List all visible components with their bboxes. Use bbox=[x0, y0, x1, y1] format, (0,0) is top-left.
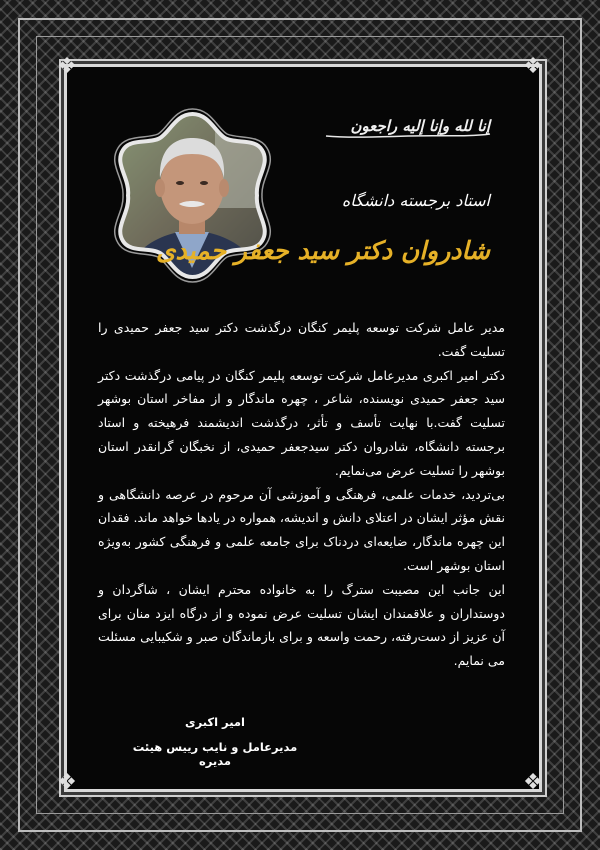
message-paragraph: مدیر عامل شرکت توسعه پلیمر کنگان درگذشت دکتر سید جعفر حمیدی را تسلیت گفت. bbox=[98, 320, 505, 359]
corner-ornament-icon: ❖ bbox=[57, 54, 77, 79]
message-paragraph: این جانب این مصیبت سترگ را به خانواده محترم ایشان ، شاگردان و دوستداران و علاقمندان ایشان تسلیت عرض نموده و از درگاه ایزد منان برای آن عزیز از دست‌رفته، رحمت واسعه و برای بازماندگان صبر و شکیبایی مسئلت می نمایم. bbox=[98, 581, 505, 669]
message-paragraph: بی‌تردید، خدمات علمی، فرهنگی و آموزشی آن مرحوم در عرصه دانشگاهی و نقش مؤثر ایشان در اعتلای دانش و اندیشه، همواره در یادها خواهد ماند. فقدان این چهره ماندگار، ضایعه‌ای دردناک برای جامعه علمی و فرهنگی کشور به‌ویژه استان بوشهر است. bbox=[98, 486, 505, 573]
subtitle: استاد برجسته دانشگاه bbox=[341, 191, 490, 210]
deceased-name: شادروان دکتر سید جعفر حمیدی bbox=[155, 236, 490, 265]
corner-ornament-icon: ❖ bbox=[57, 770, 77, 795]
message-paragraph: دکتر امیر اکبری مدیرعامل شرکت توسعه پلیمر کنگان در پیامی درگذشت دکتر سید جعفر حمیدی نویسنده، شاعر ، چهره ماندگار و از مفاخر استان بوشهر تسلیت گفت.با نهایت تأسف و تأثر، درگذشت اندیشمند فرهیخته و استاد برجسته دانشگاه، شادروان دکتر سیدجعفر حمیدی، از نخبگان گرانقدر استان بوشهر را تسلیت عرض می‌نمایم. bbox=[98, 367, 505, 478]
quranic-verse-text: إنا لله وإنا إليه راجعون bbox=[350, 117, 490, 135]
quranic-verse-calligraphy bbox=[318, 104, 498, 144]
condolence-message bbox=[98, 316, 505, 673]
corner-ornament-icon: ❖ bbox=[523, 770, 543, 795]
signature-name: امیر اکبری bbox=[185, 715, 245, 729]
corner-ornament-icon: ❖ bbox=[523, 54, 543, 79]
signature-title: مدیرعامل و نایب رییس هیئت مدیره bbox=[132, 740, 298, 768]
